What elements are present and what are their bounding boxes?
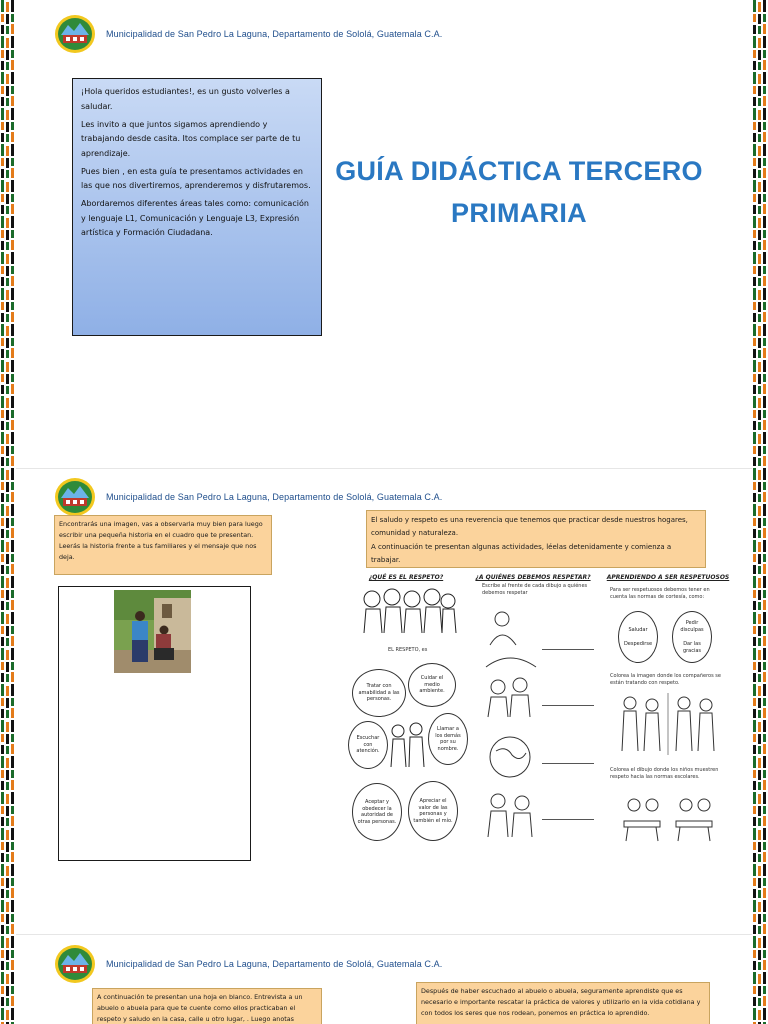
classmates-illustration	[616, 693, 720, 755]
reflection-text: Después de haber escuchado al abuelo o abuela, seguramente aprendiste que es necesario e importante rescatar la práctica de valores y utilizarlo en la vida cotidiana y con todos los seres que nos rodean, ponemos en práctica lo aprendido.	[421, 987, 701, 1017]
page3-header	[54, 944, 442, 984]
respect-drawings-column	[482, 605, 540, 841]
children-group-illustration	[358, 585, 458, 635]
worksheet-column-what-is-respect	[350, 571, 462, 846]
page1-header	[54, 14, 442, 54]
respect-intro-box	[366, 510, 706, 568]
welcome-box	[72, 78, 322, 336]
respect-bubble: Apreciar el valor de las personas y también el mío.	[408, 781, 458, 841]
respect-bubble: Escuchar con atención.	[348, 721, 388, 769]
header-text: Municipalidad de San Pedro La Laguna, Departamento de Sololá, Guatemala C.A.	[106, 29, 443, 39]
column-instructions: Escribe al frente de cada dibujo a quiénes debemos respetar	[482, 583, 588, 596]
municipal-logo-icon	[54, 476, 96, 518]
courtesy-bubble	[618, 611, 658, 663]
municipal-logo-icon	[54, 943, 96, 985]
reflection-box	[416, 982, 710, 1024]
family-illustration	[388, 721, 428, 769]
respect-bubble: Aceptar y obedecer la autoridad de otras personas.	[352, 783, 402, 841]
header-text: Municipalidad de San Pedro La Laguna, Departamento de Sololá, Guatemala C.A.	[106, 959, 443, 969]
right-woven-border	[752, 0, 768, 1024]
courtesy-item: Saludar	[628, 626, 648, 633]
welcome-paragraph: Pues bien , en esta guía te presentamos actividades en las que nos divertiremos, aprenderemos y disfrutaremos.	[81, 166, 311, 190]
column-instructions: Para ser respetuosos debemos tener en cuenta las normas de cortesía, como:	[610, 587, 710, 600]
welcome-paragraph: Abordaremos diferentes áreas tales como: comunicación y lenguaje L1, Comunicación y Lenguaje L3, Expresión artística y Formación Ciudadana.	[81, 199, 309, 237]
respect-worksheet	[350, 571, 730, 846]
respect-intro-text: A continuación te presentan algunas actividades, léelas detenidamente y comienza a trabajar.	[371, 543, 672, 564]
page-divider	[16, 468, 752, 469]
welcome-paragraph: ¡Hola queridos estudiantes!, es un gusto volverles a saludar.	[81, 87, 290, 111]
column-title: APRENDIENDO A SER RESPETUOSOS	[606, 574, 730, 581]
column-instructions: Colorea el dibujo donde los niños muestren respeto hacia las normas escolares.	[610, 767, 719, 780]
column-title: ¿QUÉ ES EL RESPETO?	[368, 574, 444, 581]
header-text: Municipalidad de San Pedro La Laguna, Departamento de Sololá, Guatemala C.A.	[106, 492, 443, 502]
interview-instructions	[92, 988, 322, 1024]
page-title	[330, 150, 708, 234]
worksheet-column-whom-to-respect	[468, 571, 598, 846]
column-instructions: Colorea la imagen donde los compañeros se están tratando con respeto.	[610, 673, 721, 686]
column-title: ¿A QUIÉNES DEBEMOS RESPETAR?	[475, 574, 591, 581]
answer-line[interactable]	[542, 763, 594, 764]
answer-line[interactable]	[542, 649, 594, 650]
page-divider	[16, 934, 752, 935]
story-instructions-text: Encontrarás una imagen, vas a observarla muy bien para luego escribir una pequeña historia en el cuadro que te presentan. Leerás la historia frente a tus familiares y el mensaje que nos deja.	[59, 520, 263, 561]
grandparent-greeting-photo	[114, 590, 191, 673]
title-line-2: PRIMARIA	[451, 198, 587, 228]
respect-bubble: Cuidar el medio ambiente.	[408, 663, 456, 707]
story-instructions	[54, 515, 272, 575]
worksheet-column-learning-respect	[606, 571, 730, 846]
respect-intro-text: El saludo y respeto es una reverencia que tenemos que practicar desde nuestros hogares, comunidad y naturaleza.	[371, 516, 688, 537]
answer-line[interactable]	[542, 705, 594, 706]
left-woven-border	[0, 0, 16, 1024]
courtesy-item: Dar las gracias	[682, 641, 702, 654]
interview-instructions-text: A continuación te presentan una hoja en blanco. Entrevista a un abuelo o abuela para que te cuente como ellos practicaban el respeto y saludo en la casa, calle u otro lugar, . Luego anotas	[97, 993, 303, 1023]
courtesy-bubble	[672, 611, 712, 663]
respect-bubble: Tratar con amabilidad a las personas.	[352, 669, 406, 717]
municipal-logo-icon	[54, 13, 96, 55]
respect-bubble: Llamar a los demás por su nombre.	[428, 713, 468, 765]
answer-line[interactable]	[542, 819, 594, 820]
welcome-paragraph: Les invito a que juntos sigamos aprendiendo y trabajando desde casita. Itos complace ser parte de tu aprendizaje.	[81, 119, 301, 158]
school-rules-illustration	[616, 795, 720, 843]
title-line-1: GUÍA DIDÁCTICA TERCERO	[335, 156, 703, 186]
respect-prompt: EL RESPETO, es	[388, 647, 428, 653]
courtesy-item: Despedirse	[623, 641, 653, 647]
story-writing-frame[interactable]	[58, 586, 251, 861]
courtesy-item: Pedir disculpas	[680, 620, 704, 633]
